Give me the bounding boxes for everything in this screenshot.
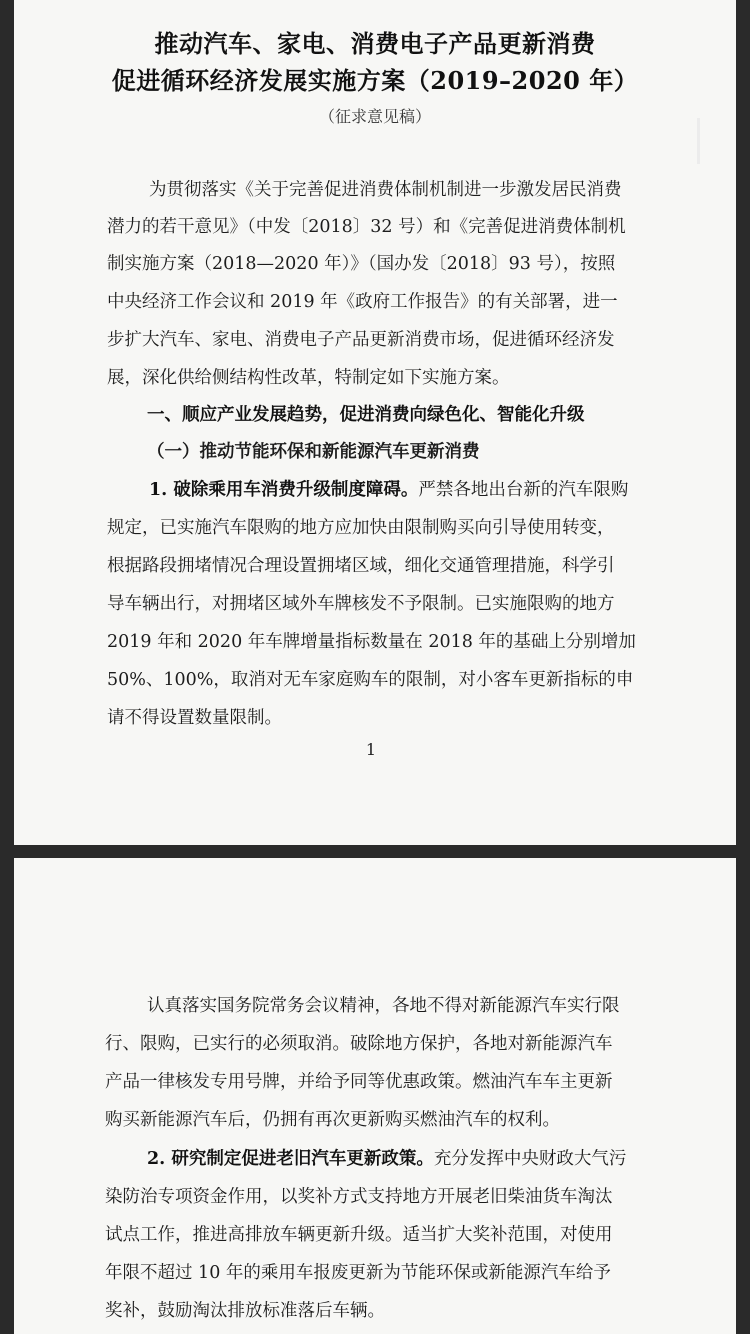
intro-line: 步扩大汽车、家电、消费电子产品更新消费市场，促进循环经济发 — [107, 330, 615, 350]
item-1-first-line — [149, 480, 628, 500]
section-heading: 一、顺应产业发展趋势，促进消费向绿色化、智能化升级 — [147, 405, 585, 425]
document-title-line-1: 推动汽车、家电、消费电子产品更新消费 — [154, 29, 596, 58]
item-1-line: 导车辆出行，对拥堵区域外车牌核发不予限制。已实施限购的地方 — [107, 594, 615, 614]
paragraph-line: 认真落实国务院常务会议精神，各地不得对新能源汽车实行限 — [147, 996, 620, 1016]
item-1-first-text: 严禁各地出台新的汽车限购 — [418, 480, 629, 500]
document-page-1 — [14, 0, 736, 845]
intro-line: 制实施方案（2018—2020 年）》（国办发〔2018〕93 号），按照 — [107, 254, 616, 274]
item-1-line: 2019 年和 2020 年车牌增量指标数量在 2018 年的基础上分别增加 — [107, 632, 636, 652]
paragraph-line: 产品一律核发专用号牌，并给予同等优惠政策。燃油汽车车主更新 — [105, 1072, 613, 1092]
paragraph-line: 购买新能源汽车后，仍拥有再次更新购买燃油汽车的权利。 — [105, 1110, 560, 1130]
item-2-line: 年限不超过 10 年的乘用车报废更新为节能环保或新能源汽车给予 — [105, 1263, 611, 1283]
document-subtitle: （征求意见稿） — [318, 107, 431, 126]
item-1-line: 请不得设置数量限制。 — [107, 708, 282, 728]
item-1-line: 根据路段拥堵情况合理设置拥堵区域，细化交通管理措施，科学引 — [107, 556, 615, 576]
item-1-heading: 1. 破除乘用车消费升级制度障碍。 — [149, 480, 419, 500]
intro-line: 潜力的若干意见》（中发〔2018〕32 号）和《完善促进消费体制机 — [107, 217, 626, 237]
item-2-first-line — [147, 1149, 626, 1169]
item-2-line: 奖补，鼓励淘汰排放标准落后车辆。 — [105, 1301, 385, 1321]
subsection-heading: （一）推动节能环保和新能源汽车更新消费 — [147, 442, 480, 462]
item-1-line: 50%、100%，取消对无车家庭购车的限制，对小客车更新指标的申 — [107, 670, 634, 690]
intro-line: 为贯彻落实《关于完善促进消费体制机制进一步激发居民消费 — [149, 180, 622, 200]
paragraph-line: 行、限购，已实行的必须取消。破除地方保护，各地对新能源汽车 — [105, 1034, 613, 1054]
intro-line: 中央经济工作会议和 2019 年《政府工作报告》的有关部署，进一 — [107, 292, 618, 312]
document-page-2 — [14, 858, 736, 1334]
item-2-line: 染防治专项资金作用，以奖补方式支持地方开展老旧柴油货车淘汰 — [105, 1187, 613, 1207]
item-2-first-text: 充分发挥中央财政大气污 — [433, 1149, 627, 1169]
page-number: 1 — [365, 740, 377, 759]
item-2-line: 试点工作，推进高排放车辆更新升级。适当扩大奖补范围，对使用 — [105, 1225, 613, 1245]
document-title-line-2: 促进循环经济发展实施方案（2019–2020 年） — [111, 66, 639, 95]
intro-line: 展，深化供给侧结构性改革，特制定如下实施方案。 — [107, 368, 510, 388]
item-2-heading: 2. 研究制定促进老旧汽车更新政策。 — [147, 1149, 434, 1169]
item-1-line: 规定，已实施汽车限购的地方应加快由限制购买向引导使用转变， — [107, 518, 615, 538]
